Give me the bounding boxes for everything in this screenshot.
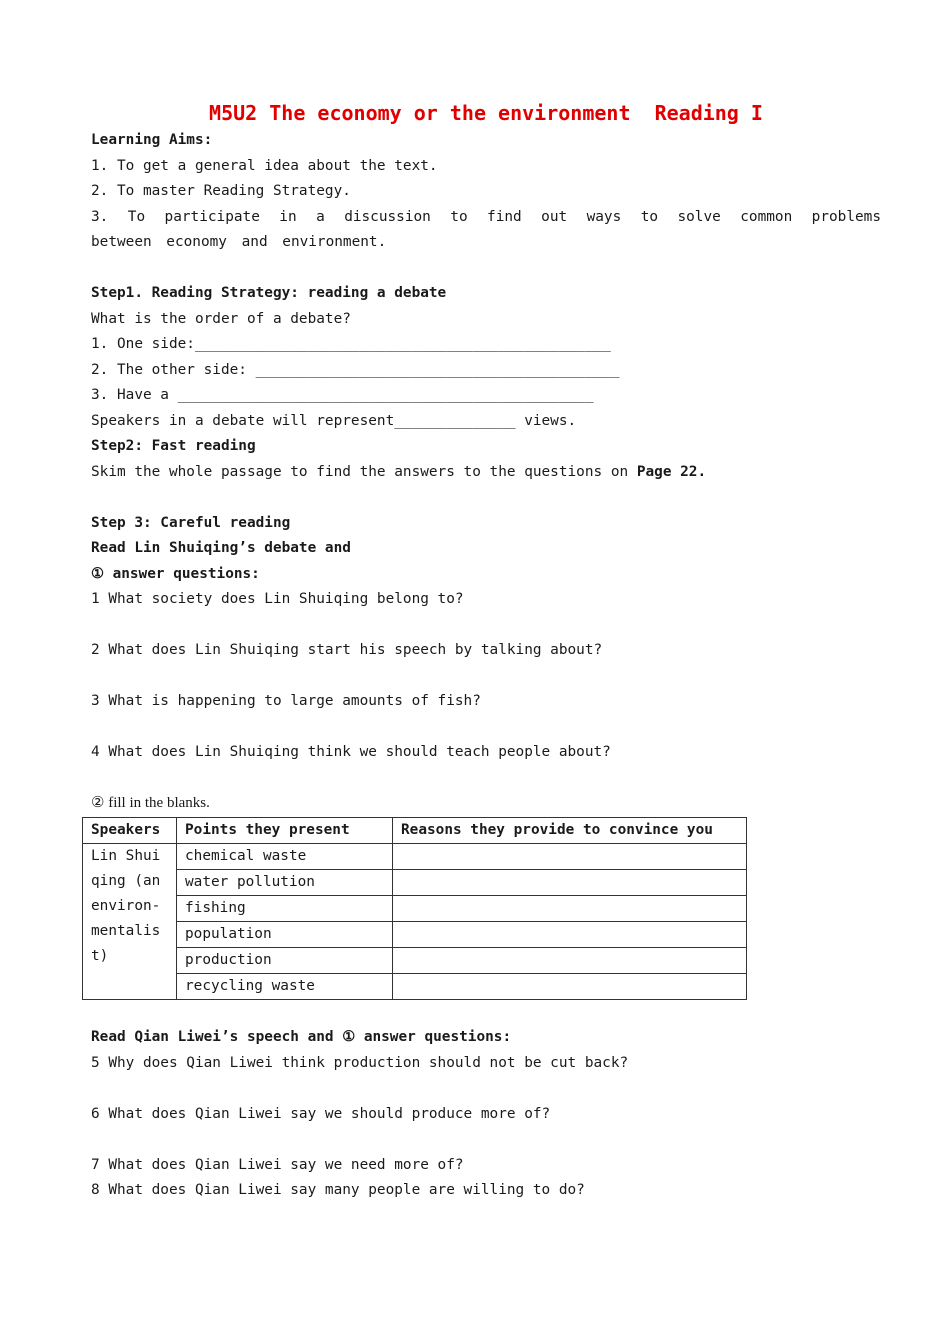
table-row bbox=[83, 843, 747, 869]
point-cell: recycling waste bbox=[177, 973, 393, 999]
question-item: 5 Why does Qian Liwei think production should not be cut back? bbox=[91, 1054, 629, 1071]
question-item: 4 What does Lin Shuiqing think we should teach people about? bbox=[91, 744, 611, 760]
step2-heading: Step2: Fast reading bbox=[91, 438, 256, 454]
page-title: M5U2 The economy or the environment Reading I bbox=[209, 101, 763, 125]
page-reference: Page 22. bbox=[636, 463, 707, 480]
question-item: 8 What does Qian Liwei say many people are willing to do? bbox=[91, 1182, 585, 1198]
table-row bbox=[83, 921, 747, 947]
point-cell: production bbox=[177, 947, 393, 973]
aim-item: 3. To participate in a discussion to find out ways to solve common problems between economy and environment. bbox=[91, 208, 881, 250]
question-item: 3 What is happening to large amounts of fish? bbox=[91, 693, 481, 709]
table-header-row bbox=[83, 817, 747, 843]
reason-blank[interactable] bbox=[393, 947, 747, 973]
step2-text: Skim the whole passage to find the answers to the questions on bbox=[91, 463, 637, 480]
table-header: Reasons they provide to convince you bbox=[393, 817, 747, 843]
represent-sentence: Speakers in a debate will represent______________ views. bbox=[91, 412, 577, 429]
reason-blank[interactable] bbox=[393, 843, 747, 869]
reason-blank[interactable] bbox=[393, 895, 747, 921]
question-item: 2 What does Lin Shuiqing start his speech by talking about? bbox=[91, 642, 603, 658]
point-cell: population bbox=[177, 921, 393, 947]
table-header: Points they present bbox=[177, 817, 393, 843]
debate-order-item: 3. Have a ________________________________________________ bbox=[91, 387, 594, 403]
table-row bbox=[83, 895, 747, 921]
aims-heading: Learning Aims: bbox=[91, 132, 213, 148]
table-row bbox=[83, 947, 747, 973]
step2-instruction bbox=[91, 460, 881, 486]
fill-blanks-label: ② fill in the blanks. bbox=[91, 795, 210, 811]
reason-blank[interactable] bbox=[393, 973, 747, 999]
question-item: 6 What does Qian Liwei say we should produce more of? bbox=[91, 1105, 551, 1122]
point-cell: fishing bbox=[177, 895, 393, 921]
table-row bbox=[83, 869, 747, 895]
speaker-cell: Lin Shuiqing (an environ-mentalist) bbox=[83, 843, 177, 999]
answer-questions-label: ① answer questions: bbox=[91, 565, 260, 582]
debate-table bbox=[82, 817, 747, 1000]
read-lin-instruction: Read Lin Shuiqing’s debate and bbox=[91, 540, 351, 556]
step3-heading: Step 3: Careful reading bbox=[91, 514, 291, 531]
aim-item: 2. To master Reading Strategy. bbox=[91, 183, 351, 199]
step1-question: What is the order of a debate? bbox=[91, 310, 351, 327]
step1-heading: Step1. Reading Strategy: reading a debate bbox=[91, 285, 447, 301]
point-cell: water pollution bbox=[177, 869, 393, 895]
question-item: 7 What does Qian Liwei say we need more of? bbox=[91, 1156, 464, 1173]
worksheet-page bbox=[91, 98, 881, 1204]
reason-blank[interactable] bbox=[393, 921, 747, 947]
table-row bbox=[83, 973, 747, 999]
reason-blank[interactable] bbox=[393, 869, 747, 895]
aim-item: 1. To get a general idea about the text. bbox=[91, 157, 438, 174]
read-qian-instruction: Read Qian Liwei’s speech and ① answer questions: bbox=[91, 1029, 512, 1045]
debate-order-item: 1. One side:________________________________________________ bbox=[91, 336, 611, 352]
table-header: Speakers bbox=[83, 817, 177, 843]
debate-order-item: 2. The other side: __________________________________________ bbox=[91, 361, 620, 378]
point-cell: chemical waste bbox=[177, 843, 393, 869]
question-item: 1 What society does Lin Shuiqing belong to? bbox=[91, 591, 464, 607]
